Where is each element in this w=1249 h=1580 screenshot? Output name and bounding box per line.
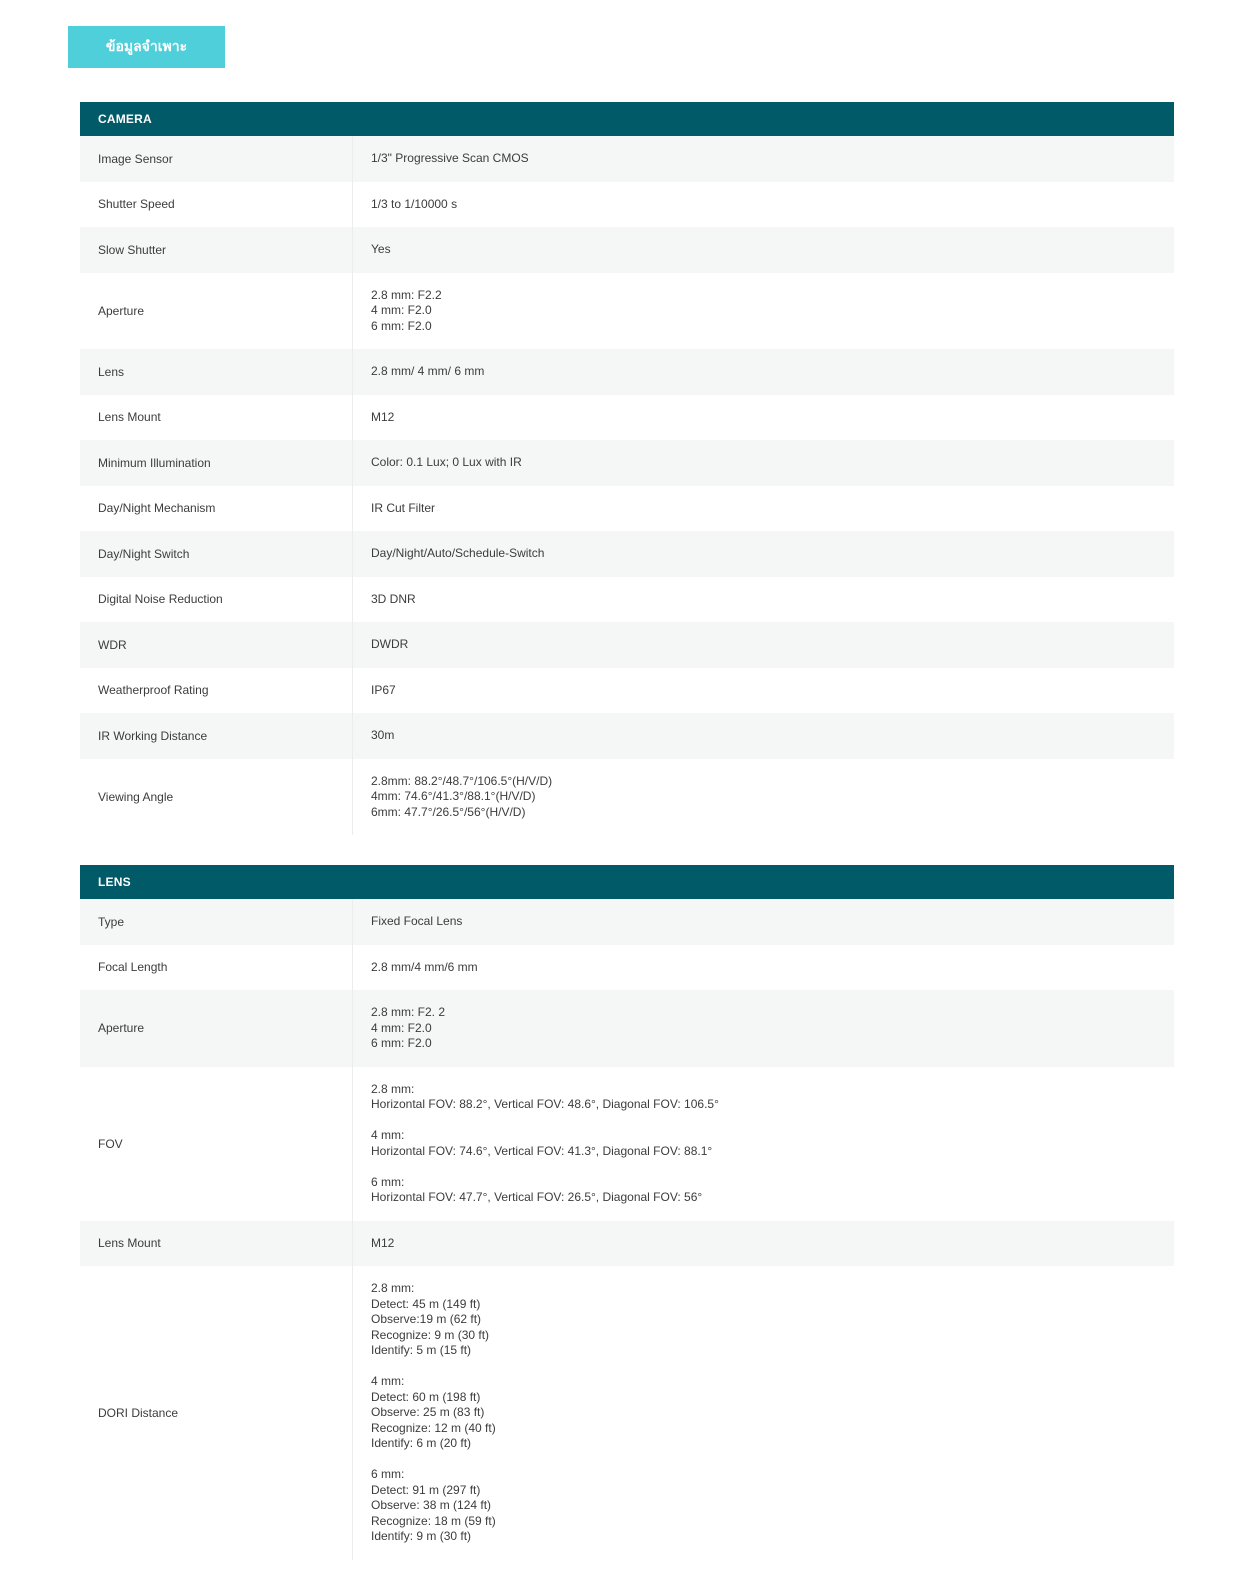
spec-label: Lens Mount — [80, 1221, 353, 1267]
spec-value: IR Cut Filter — [371, 500, 436, 515]
spec-label: Viewing Angle — [80, 759, 353, 836]
spec-label: FOV — [80, 1067, 353, 1221]
table-row — [80, 486, 1174, 532]
table-row — [80, 349, 1174, 395]
section-title: CAMERA — [80, 102, 1174, 136]
table-row — [80, 1067, 1174, 1221]
spec-label: Aperture — [80, 990, 353, 1067]
spec-value: 1/3" Progressive Scan CMOS — [371, 151, 529, 165]
spec-value: 2.8 mm/ 4 mm/ 6 mm — [371, 364, 485, 378]
spec-value: DWDR — [371, 637, 409, 651]
table-row — [80, 1221, 1174, 1267]
table-row — [80, 182, 1174, 228]
spec-label: WDR — [80, 622, 353, 668]
spec-value: 1/3 to 1/10000 s — [371, 196, 458, 211]
spec-label: Slow Shutter — [80, 227, 353, 273]
spec-label: IR Working Distance — [80, 713, 353, 759]
table-row — [80, 273, 1174, 350]
table-row — [80, 395, 1174, 441]
table-row — [80, 531, 1174, 577]
table-row — [80, 759, 1174, 836]
spec-table — [80, 136, 1174, 835]
table-row — [80, 713, 1174, 759]
spec-value: 2.8 mm: Detect: 45 m (149 ft) Observe:19 m (62 ft) Recognize: 9 m (30 ft) Identify: 5 m (15 ft) 4 mm: Detect: 60 m (198 ft) Observe: 25 m (83 ft) Recognize: 12 m (40 ft) Identify: 6 m (20 ft) 6 mm: Detect: 91 m (297 ft) Observe: 38 m (124 ft) Recognize: 18 m (59 ft) Identify: 9 m (30 ft) — [371, 1281, 496, 1543]
spec-label: Lens — [80, 349, 353, 395]
table-row — [80, 622, 1174, 668]
table-row — [80, 1266, 1174, 1560]
spec-value: 2.8 mm: F2.2 4 mm: F2.0 6 mm: F2.0 — [371, 287, 442, 333]
spec-value: 2.8 mm: F2. 2 4 mm: F2.0 6 mm: F2.0 — [371, 1005, 446, 1050]
spec-label: Shutter Speed — [80, 182, 353, 228]
spec-value: 2.8 mm: Horizontal FOV: 88.2°, Vertical FOV: 48.6°, Diagonal FOV: 106.5° 4 mm: Horizontal FOV: 74.6°, Vertical FOV: 41.3°, Diagonal FOV: 88.1° 6 mm: Horizontal FOV: 47.7°, Vertical FOV: 26.5°, Diagonal FOV: 56° — [371, 1081, 719, 1204]
specifications-tab[interactable]: ข้อมูลจำเพาะ — [68, 26, 225, 68]
spec-value: Fixed Focal Lens — [371, 914, 463, 928]
spec-value: M12 — [371, 1235, 395, 1250]
table-row — [80, 227, 1174, 273]
table-row — [80, 990, 1174, 1067]
table-row — [80, 668, 1174, 714]
spec-label: Digital Noise Reduction — [80, 577, 353, 623]
spec-label: Type — [80, 899, 353, 945]
spec-label: Image Sensor — [80, 136, 353, 182]
table-row — [80, 440, 1174, 486]
spec-label: DORI Distance — [80, 1266, 353, 1560]
spec-label: Minimum Illumination — [80, 440, 353, 486]
spec-value: IP67 — [371, 682, 396, 697]
spec-label: Day/Night Mechanism — [80, 486, 353, 532]
spec-label: Focal Length — [80, 945, 353, 991]
spec-value: 30m — [371, 728, 395, 742]
spec-label: Day/Night Switch — [80, 531, 353, 577]
spec-value: Day/Night/Auto/Schedule-Switch — [371, 546, 545, 560]
spec-value: 2.8 mm/4 mm/6 mm — [371, 959, 478, 974]
spec-label: Aperture — [80, 273, 353, 350]
table-row — [80, 899, 1174, 945]
spec-value: M12 — [371, 409, 395, 424]
section-title: LENS — [80, 865, 1174, 899]
lens-spec-section — [80, 865, 1174, 1560]
spec-label: Weatherproof Rating — [80, 668, 353, 714]
table-row — [80, 945, 1174, 991]
table-row — [80, 136, 1174, 182]
camera-spec-section — [80, 102, 1174, 835]
spec-value: 3D DNR — [371, 591, 416, 606]
table-row — [80, 577, 1174, 623]
spec-value: Color: 0.1 Lux; 0 Lux with IR — [371, 455, 522, 469]
spec-value: Yes — [371, 242, 391, 256]
spec-table — [80, 899, 1174, 1560]
spec-value: 2.8mm: 88.2°/48.7°/106.5°(H/V/D) 4mm: 74.6°/41.3°/88.1°(H/V/D) 6mm: 47.7°/26.5°/56°(H/V/D) — [371, 773, 553, 819]
spec-label: Lens Mount — [80, 395, 353, 441]
